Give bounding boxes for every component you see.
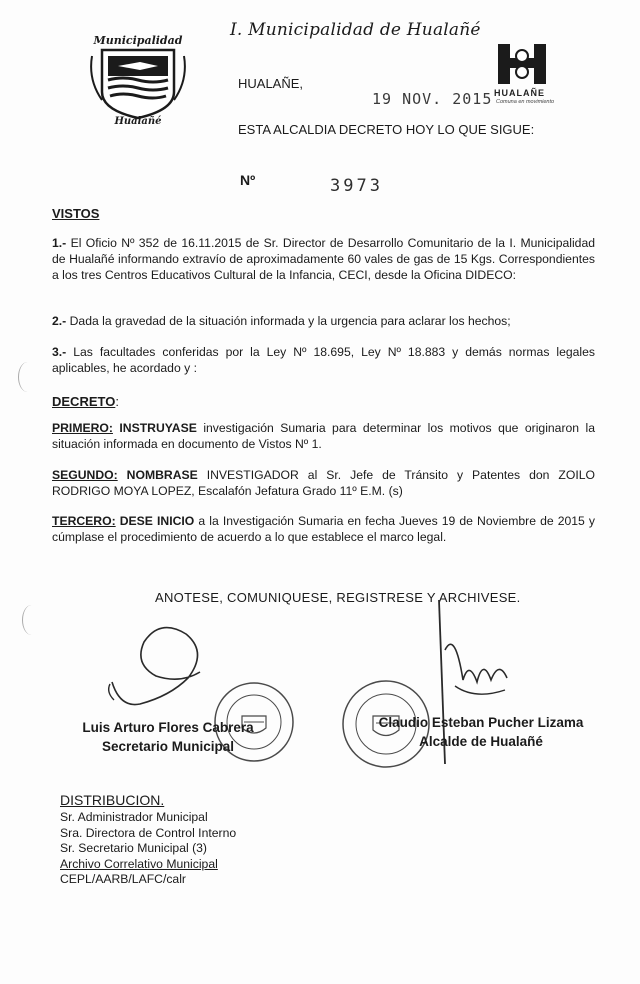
municipality-title: I. Municipalidad de Hualañé bbox=[230, 20, 481, 40]
brand-name: HUALAÑE bbox=[494, 88, 545, 98]
tercero-label: TERCERO: bbox=[52, 514, 116, 528]
tercero-text: a la Investigación Sumaria en fecha Jueves 19 de Noviembre de 2015 y cúmplase el procedimiento de acuerdo a lo que establece el marco legal. bbox=[52, 514, 596, 544]
tercero-verb: DESE INICIO bbox=[119, 514, 195, 528]
distribution-item: Archivo Correlativo Municipal bbox=[60, 856, 218, 871]
crest-bottom-text: Hualañé bbox=[114, 116, 162, 125]
right-signer-title: Alcalde de Hualañé bbox=[419, 734, 543, 749]
closing-formula: ANOTESE, COMUNIQUESE, REGISTRESE Y ARCHIVESE. bbox=[155, 590, 521, 605]
left-signer-title: Secretario Municipal bbox=[101, 739, 235, 754]
municipal-crest-icon bbox=[88, 30, 188, 125]
distribution-item: Sr. Administrador Municipal bbox=[60, 810, 208, 824]
vistos-item-number: 3.- bbox=[52, 345, 67, 359]
hualane-brand-logo-icon bbox=[492, 42, 552, 88]
vistos-item-text: Las facultades conferidas por la Ley Nº 18.695, Ley Nº 18.883 y demás normas legales aplicables, he acordado y : bbox=[52, 345, 596, 375]
vistos-heading: VISTOS bbox=[52, 206, 100, 221]
decreto-heading: DECRETO bbox=[52, 394, 116, 409]
punch-hole-mark bbox=[22, 605, 41, 635]
distribution-item: Sra. Directora de Control Interno bbox=[60, 825, 237, 840]
decreto-primero bbox=[52, 420, 595, 452]
primero-text: investigación Sumaria para determinar los motivos que originaron la situación informada en documento de Vistos Nº 1. bbox=[52, 421, 596, 451]
vistos-item-number: 1.- bbox=[52, 236, 67, 250]
brand-tagline: Comuna en movimiento bbox=[496, 99, 555, 105]
vistos-item-number: 2.- bbox=[52, 314, 67, 328]
left-signer-block bbox=[58, 718, 278, 756]
primero-label: PRIMERO: bbox=[52, 421, 113, 435]
date-stamp: 19 NOV. 2015 bbox=[372, 90, 493, 108]
distribution-list bbox=[60, 810, 236, 888]
vistos-item-text: Dada la gravedad de la situación informada y la urgencia para aclarar los hechos; bbox=[69, 314, 511, 328]
right-signer-name: Claudio Esteban Pucher Lizama bbox=[378, 715, 584, 730]
decree-number-label: Nº bbox=[240, 172, 256, 188]
punch-hole-mark bbox=[18, 362, 37, 392]
decreto-segundo bbox=[52, 467, 595, 499]
decreto-tercero bbox=[52, 513, 595, 545]
decree-number-value: 3973 bbox=[330, 176, 383, 196]
decreto-heading-colon: : bbox=[115, 394, 119, 409]
left-signer-name: Luis Arturo Flores Cabrera bbox=[82, 720, 254, 735]
vistos-item-1 bbox=[52, 235, 595, 283]
distribution-heading: DISTRIBUCION. bbox=[60, 792, 165, 808]
left-handwritten-signature-icon bbox=[100, 612, 230, 722]
right-signer-block bbox=[356, 713, 606, 751]
primero-verb: INSTRUYASE bbox=[119, 421, 197, 435]
vistos-item-2 bbox=[52, 313, 595, 329]
vistos-item-text: El Oficio Nº 352 de 16.11.2015 de Sr. Director de Desarrollo Comunitario de la I. Municipalidad de Hualañé informando extravío de aproximadamente 60 vales de gas de 15 Kgs. Correspondientes a los tres Centros Educativos Cultural de la Infancia, CECI, desde la Oficina DIDECO: bbox=[52, 236, 596, 282]
distribution-item: CEPL/AARB/LAFC/calr bbox=[60, 872, 186, 886]
distribution-item: Sr. Secretario Municipal (3) bbox=[60, 841, 207, 855]
crest-top-text: Municipalidad bbox=[93, 34, 183, 47]
vistos-item-3 bbox=[52, 344, 595, 376]
segundo-verb: NOMBRASE bbox=[126, 468, 198, 482]
segundo-text: INVESTIGADOR al Sr. Jefe de Tránsito y Patentes don ZOILO RODRIGO MOYA LOPEZ, Escalafón Jefatura Grado 11º E.M. (s) bbox=[52, 468, 595, 498]
place-label: HUALAÑE, bbox=[238, 76, 304, 91]
decreto-heading-line bbox=[52, 394, 119, 409]
decree-intro: ESTA ALCALDIA DECRETO HOY LO QUE SIGUE: bbox=[238, 122, 535, 137]
segundo-label: SEGUNDO: bbox=[52, 468, 118, 482]
